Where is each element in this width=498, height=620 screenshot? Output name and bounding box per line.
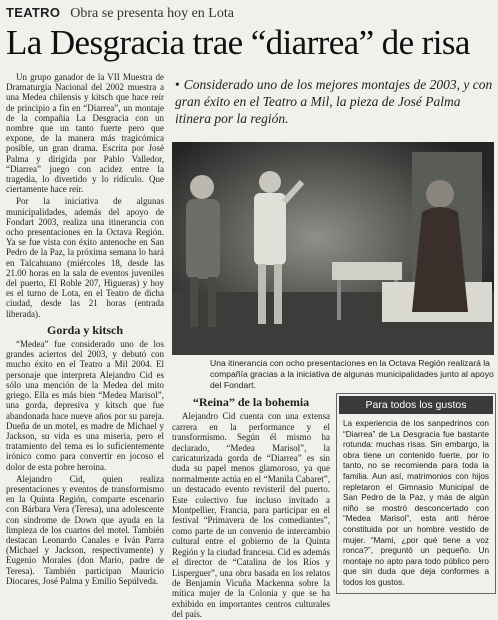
lede [175,76,493,127]
subhead-reina: “Reina” de la bohemia [192,395,310,409]
sidebar-body: La experiencia de los sanpedrinos con “Diarrea” de La Desgracia fue bastante rotunda: muchas risas. Sin embargo, la obra tiene un contenido fuerte, por lo tanto, no se recomienda para toda la familia. Aun así, matrimonios con hijos repletaron el Gimnasio Municipal de San Pedro de la Paz, y más de algún niño se mostró desconcertado con “Medea Marisol”, esta anti héroe constituida por un hombre vestido de mujer. “Mami, ¿por qué tiene a voz ronca?”, preguntó un pequeño. Un montaje no apto para todo público pero que sin duda que deja conformes a todos los gustos. [343,419,489,587]
paragraph: Alejandro Cid, quien realiza presentaciones y eventos de transformismo en la Quinta Región, comparte escenario con Bárbara Vera (Teresa), una adolescente con síndrome de Down que ayuda en la limpieza de los cuartos del motel. También destacan Leonardo Canales e Iván Parra (Michael y Jackson, respectivamente) y Eugenio Morales (don Mario, padre de Teresa). También participan Mauricio Diocares, José Palma y Emilio Sepúlveda. [6,473,164,586]
photo-caption: Una itinerancia con ocho presentaciones en la Octava Región realizará la compañía gracias a la iniciativa de algunas municipalidades junto al apoyo del Fondart. [210,358,494,390]
paragraph: Alejandro Cid cuenta con una extensa carrera en la performance y el transformismo. Según él mismo ha declarado, “Medea Marisol”, la caricaturizada gorda de “Diarrea” es sin duda su papel menos glamoroso, ya que normalmente actúa en el “Manila Cabaret”, un destacado evento revisteril del puerto. Este colectivo fue incluso invitado a Montpellier, Francia, para participar en el festival “Primavera de los comediantes”, como parte de un convenio de intercambio cultural entre el gobierno de la Quinta Región y la ciudad francesa. Cid es además el director de “Catalina de los Ríos y Lisperguer”, una obra basada en los relatos de Benjamín Vicuña Mackenna sobre la mítica mujer de la Colonia y que se ha exhibido en importantes centros culturales del país. [172,411,330,620]
article-middle-column [172,395,330,620]
section-subtitle: Obra se presenta hoy en Lota [70,6,234,21]
stage-photo [172,142,494,355]
stage-photo-illustration [172,142,494,355]
section-header [6,4,492,20]
sidebar-box [336,393,496,594]
sidebar-title: Para todos los gustos [339,396,493,414]
paragraph: Un grupo ganador de la VII Muestra de Dramaturgia Nacional del 2002 muestra a una Medea chilensis y kitsch que hace reír de principio a fin en “Diarrea”, un montaje de la compañía La Desgracia con un nombre que un tanto fuerte pero que expone, de la manera más tragicómica posible, un gran drama. Escrita por José Palma y dirigida por Pablo Valledor, “Diarrea” juego con acidez entre la tragedia, lo divertido y lo ridículo. Que ciertamente hace reír. [6,72,164,195]
subhead-gorda: Gorda y kitsch [46,322,123,337]
lede-text: Considerado uno de los mejores montajes de 2003, y con gran éxito en el Teatro a Mil, la pieza de José Palma itinera por la región. [175,77,493,126]
article-left-column [6,72,164,594]
paragraph: “Medea” fue considerado uno de los grandes aciertos del 2003, y debutó con mucho éxito en el Teatro a Mil 2004. El personaje que interpreta Alejandro Cid es sólo una mención de la Medea del mito griego. Ella es más bien “Medea Marisol”, una gorda, depresiva y kitsch que fue abandonada hace nueve años por su pareja. Dueña de un motel, es madre de Michael y Jackson, su vida es una miseria, pero el tratamiento del tema es lo suficientemente irónico como para convertir en jocoso el dolor de esta pobre heroína. [6,339,164,472]
section-kicker: TEATRO [6,5,61,20]
paragraph: Por la iniciativa de algunas municipalidades, además del apoyo de Fondart 2003, realiza una itinerancia con ocho presentaciones en la Octava Región. Ya se fue vista con éxito antenoche en San Pedro de la Paz, la próxima semana lo hará en Talcahuano (miércoles 18, desde las 21.00 horas en la sala de eventos juveniles del puerto, El Roble 207, Higueras) y hoy es el turno de Lota, en el Teatro de dicha ciudad, desde las 21 horas (entrada liberada). [6,196,164,319]
bullet-icon: • [175,77,180,92]
headline: La Desgracia trae “diarrea” de risa [6,23,470,62]
